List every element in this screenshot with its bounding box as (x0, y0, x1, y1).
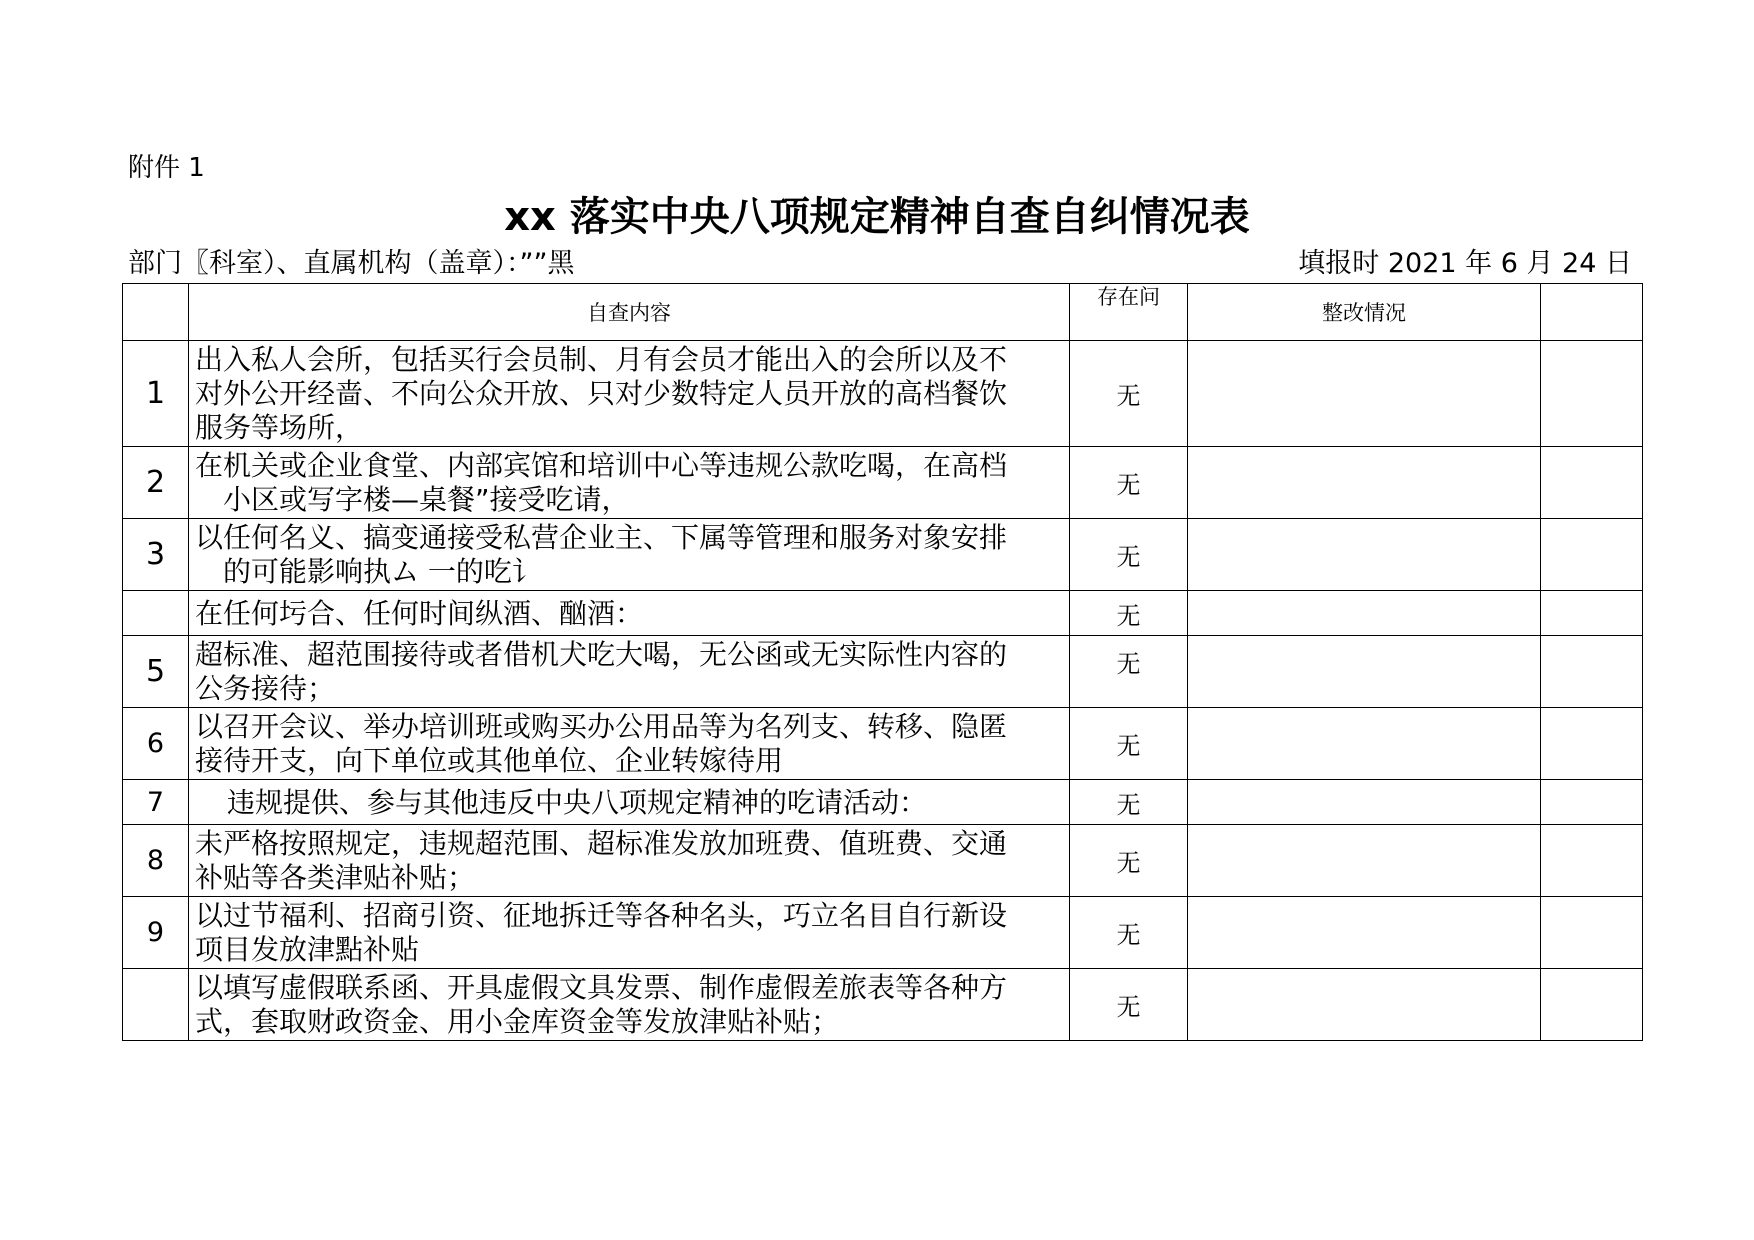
row-content-line: 以过节福利、招商引资、征地拆迁等各种名头，巧立名目自行新设 (195, 899, 1008, 932)
table-row (123, 897, 1643, 969)
row-content-line: 出入私人会所，包括买行会员制、月有会员才能出入的会所以及不 (195, 343, 1008, 376)
row-exist-status: 无 (1070, 897, 1188, 969)
row-content-line: 的可能影响执ム 一的吃讠 (223, 555, 540, 588)
row-content (189, 447, 1070, 519)
row-exist-status: 无 (1070, 708, 1188, 780)
table-row (123, 969, 1643, 1041)
table-row (123, 341, 1643, 447)
row-number: 1 (123, 341, 189, 447)
row-content-line: 以任何名义、搞变通接受私营企业主、下属等管理和服务对象安排 (195, 521, 1008, 554)
table-row (123, 780, 1643, 825)
row-content-line: 项目发放津點补贴 (195, 933, 420, 966)
row-rectification (1188, 969, 1541, 1041)
table-header-row (123, 284, 1643, 341)
row-content (189, 341, 1070, 447)
row-content (189, 969, 1070, 1041)
row-extra (1541, 708, 1643, 780)
header-rectification: 整改情况 (1188, 284, 1541, 341)
row-exist-status: 无 (1070, 780, 1188, 825)
row-number: 9 (123, 897, 189, 969)
row-content-line: 补贴等各类津贴补贴； (195, 861, 476, 894)
row-content-line: 公务接待； (195, 672, 336, 705)
row-content (189, 591, 1070, 636)
row-extra (1541, 519, 1643, 591)
row-exist-status: 无 (1070, 341, 1188, 447)
row-extra (1541, 825, 1643, 897)
row-content-line: 对外公开经啬、不向公众开放、只对少数特定人员开放的高档餐饮 (195, 377, 1008, 410)
row-extra (1541, 341, 1643, 447)
row-extra (1541, 636, 1643, 708)
table-row (123, 825, 1643, 897)
row-content-line: 在机关或企业食堂、内部宾馆和培训中心等违规公款吃喝，在高档 (195, 449, 1008, 482)
row-extra (1541, 447, 1643, 519)
row-content-line: 以填写虚假联系函、开具虚假文具发票、制作虚假差旅表等各种方 (195, 971, 1008, 1004)
row-number: 2 (123, 447, 189, 519)
row-content-line: 服务等场所， (195, 411, 364, 444)
row-content-line: 超标准、超范围接待或者借机犬吃大喝，无公函或无实际性内容的 (195, 638, 1008, 671)
table-row (123, 636, 1643, 708)
row-rectification (1188, 447, 1541, 519)
header-extra (1541, 284, 1643, 341)
row-exist-status: 无 (1070, 447, 1188, 519)
row-number (123, 591, 189, 636)
fill-date-line: 填报时 2021 年 6 月 24 日 (1298, 248, 1632, 279)
row-extra (1541, 780, 1643, 825)
row-content-line: 式，套取财政资金、用小金库资金等发放津贴补贴； (195, 1005, 840, 1038)
department-line: 部门〖科室）、直属机构（盖章）：””黑 (128, 248, 575, 279)
row-rectification (1188, 341, 1541, 447)
row-content (189, 825, 1070, 897)
row-rectification (1188, 591, 1541, 636)
row-content-line: 未严格按照规定，违规超范围、超标准发放加班费、值班费、交通 (195, 827, 1008, 860)
row-extra (1541, 591, 1643, 636)
row-content-line: 小区或写字楼—桌餐”接受吃请， (223, 483, 630, 516)
row-number: 5 (123, 636, 189, 708)
row-extra (1541, 969, 1643, 1041)
table-row (123, 708, 1643, 780)
row-rectification (1188, 825, 1541, 897)
row-content-line: 违规提供、参与其他违反中央八项规定精神的吃请活动： (227, 785, 928, 819)
row-content-line: 在任何圬合、任何时间纵酒、酗酒： (195, 596, 644, 630)
row-number: 3 (123, 519, 189, 591)
row-rectification (1188, 636, 1541, 708)
row-rectification (1188, 897, 1541, 969)
row-content (189, 636, 1070, 708)
row-content-line: 接待开支，向下单位或其他单位、企业转嫁待用 (195, 744, 784, 777)
row-rectification (1188, 708, 1541, 780)
row-rectification (1188, 780, 1541, 825)
table-row (123, 447, 1643, 519)
document-title: xx 落实中央八项规定精神自查自纠情况表 (504, 194, 1250, 240)
header-content: 自查内容 (189, 284, 1070, 341)
row-content-line: 以召开会议、举办培训班或购买办公用品等为名列支、转移、隐匿 (195, 710, 1008, 743)
row-exist-status: 无 (1070, 969, 1188, 1041)
row-rectification (1188, 519, 1541, 591)
row-extra (1541, 897, 1643, 969)
header-number (123, 284, 189, 341)
row-number (123, 969, 189, 1041)
row-number: 7 (123, 780, 189, 825)
row-content (189, 519, 1070, 591)
row-content (189, 780, 1070, 825)
row-number: 8 (123, 825, 189, 897)
row-exist-status: 无 (1070, 591, 1188, 636)
row-content (189, 708, 1070, 780)
row-content (189, 897, 1070, 969)
row-number: 6 (123, 708, 189, 780)
row-exist-status: 无 (1070, 636, 1188, 708)
row-exist-status: 无 (1070, 825, 1188, 897)
table-row (123, 519, 1643, 591)
header-exist: 存在问 (1070, 284, 1188, 341)
row-exist-status: 无 (1070, 519, 1188, 591)
attachment-label: 附件 1 (128, 153, 205, 183)
table-row (123, 591, 1643, 636)
self-check-table (122, 283, 1643, 1041)
